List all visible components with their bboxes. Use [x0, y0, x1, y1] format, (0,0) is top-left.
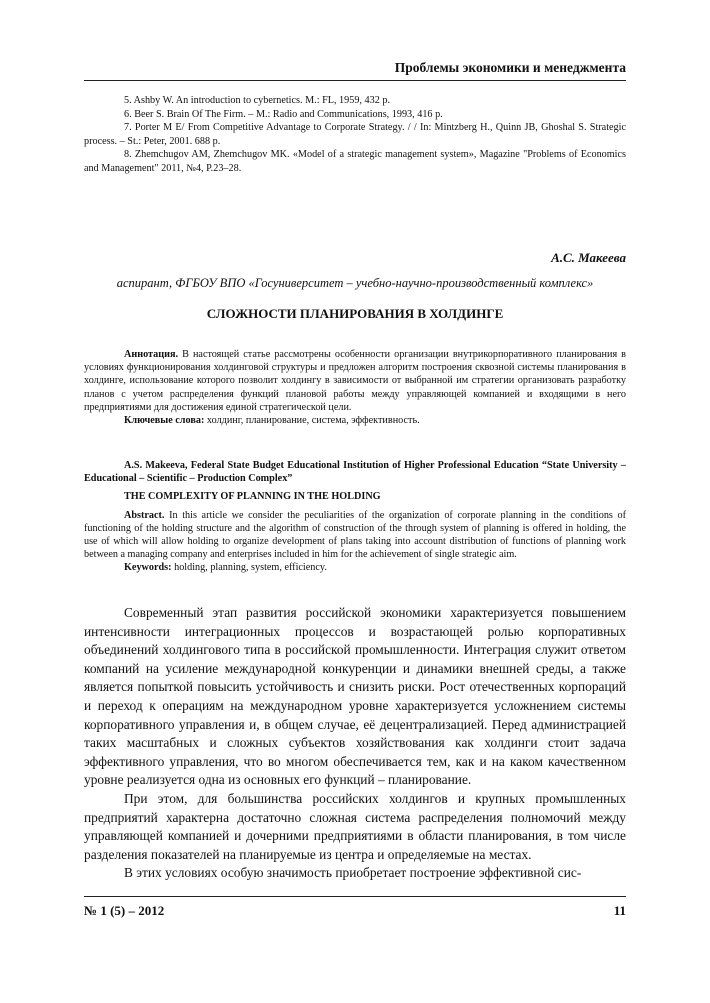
body-paragraph: При этом, для большинства российских холдингов и крупных промышленных предприятий характерна достаточно сложная система распределения полномочий между управляющей компанией и дочерними предприятиями в области планирования, в том числе разделения показателей на планируемые из центра и определяемые на местах. [84, 790, 626, 862]
running-footer [84, 896, 626, 921]
reference-item: 7. Porter M E/ From Competitive Advantage to Corporate Strategy. / / In: Mintzberg H., Quinn JB, Ghoshal S. Strategic process. – St.: Peter, 2001. 688 p. [84, 122, 626, 147]
author-name: А.С. Макеева [551, 250, 626, 265]
page-number: 11 [613, 903, 626, 918]
abstract-en-label: Abstract. [124, 509, 165, 521]
author-affiliation: аспирант, ФГБОУ ВПО «Госуниверситет – учебно-научно-производственный комплекс» [116, 276, 594, 290]
issue-number: № 1 (5) – 2012 [84, 903, 165, 918]
abstract-ru [84, 348, 626, 427]
running-header [84, 58, 626, 81]
keywords-en-paragraph [84, 561, 626, 574]
abstract-ru-paragraph [84, 348, 626, 414]
keywords-ru-text: холдинг, планирование, система, эффективность. [204, 415, 420, 427]
abstract-ru-label: Аннотация. [124, 349, 179, 360]
body-paragraph: В этих условиях особую значимость приобретает построение эффективной сис- [124, 865, 582, 881]
keywords-en-label: Keywords: [124, 562, 172, 574]
body-paragraph: Современный этап развития российской экономики характеризуется повышением интенсивности интеграционных процессов и возрастающей ролью корпоративных объединений холдингового типа в российской промышленности. Интеграция служит ответом компаний на усиление международной конкуренции и динамики внешней среды, а также является попыткой повысить устойчивость и снизить риски. Рост отечественных корпораций и переход к операциям на международном уровне характеризуется усложнением системы корпоративного управления и, в общем случае, её децентрализацией. Перед администрацией таких масштабных и сложных субъектов хозяйствования как холдинги стоит задача эффективного управления, что во многом обеспечивается тем, как и на каком качественном уровне реализуется одна из основных его функций – планирование. [84, 605, 626, 788]
keywords-ru-label: Ключевые слова: [124, 415, 205, 427]
keywords-ru-paragraph [84, 414, 626, 427]
abstract-ru-text: В настоящей статье рассмотрены особенности организации внутрикорпоративного планирования в условиях функционирования холдинговой структуры и предложен алгоритм построения сквозной системы планирования в холдинге, использование которого позволит холдингу в зависимости от выбранной им стратегии организовать разработку планов с учетом распределения функций плановой работы между управляющей компанией и входящими в него предприятиями для достижения единой стратегической цели. [84, 349, 626, 413]
english-summary [84, 459, 626, 575]
abstract-en-text: In this article we consider the peculiarities of the organization of corporate planning in the conditions of functioning of the holding structure and the algorithm of construction of the through system of planning is offered in holding, the use of which will allow holding to organize development of plans taking into account distribution of functions of planning work between a managing company and enterprises included in him for the achievement of single strategic aim. [84, 509, 626, 561]
author-en: A.S. Makeeva, Federal State Budget Educational Institution of Higher Professional Education “State University – Educational – Scientific – Production Complex” [84, 460, 626, 485]
reference-item: 8. Zhemchugov AM, Zhemchugov MK. «Model of a strategic management system», Magazine "Problems of Economics and Management" 2011, №4, P.23–28. [84, 149, 626, 174]
reference-item: 5. Ashby W. An introduction to cybernetics. M.: FL, 1959, 432 p. [124, 95, 390, 106]
article-page [84, 0, 626, 1003]
article-body [84, 604, 626, 883]
reference-list [84, 94, 626, 175]
journal-title: Проблемы экономики и менеджмента [394, 60, 626, 75]
abstract-en-paragraph [84, 509, 626, 562]
title-en: THE COMPLEXITY OF PLANNING IN THE HOLDING [124, 491, 381, 503]
article-title: СЛОЖНОСТИ ПЛАНИРОВАНИЯ В ХОЛДИНГЕ [206, 306, 504, 321]
keywords-en-text: holding, planning, system, efficiency. [171, 562, 327, 574]
reference-item: 6. Beer S. Brain Of The Firm. – M.: Radio and Communications, 1993, 416 p. [124, 108, 443, 120]
